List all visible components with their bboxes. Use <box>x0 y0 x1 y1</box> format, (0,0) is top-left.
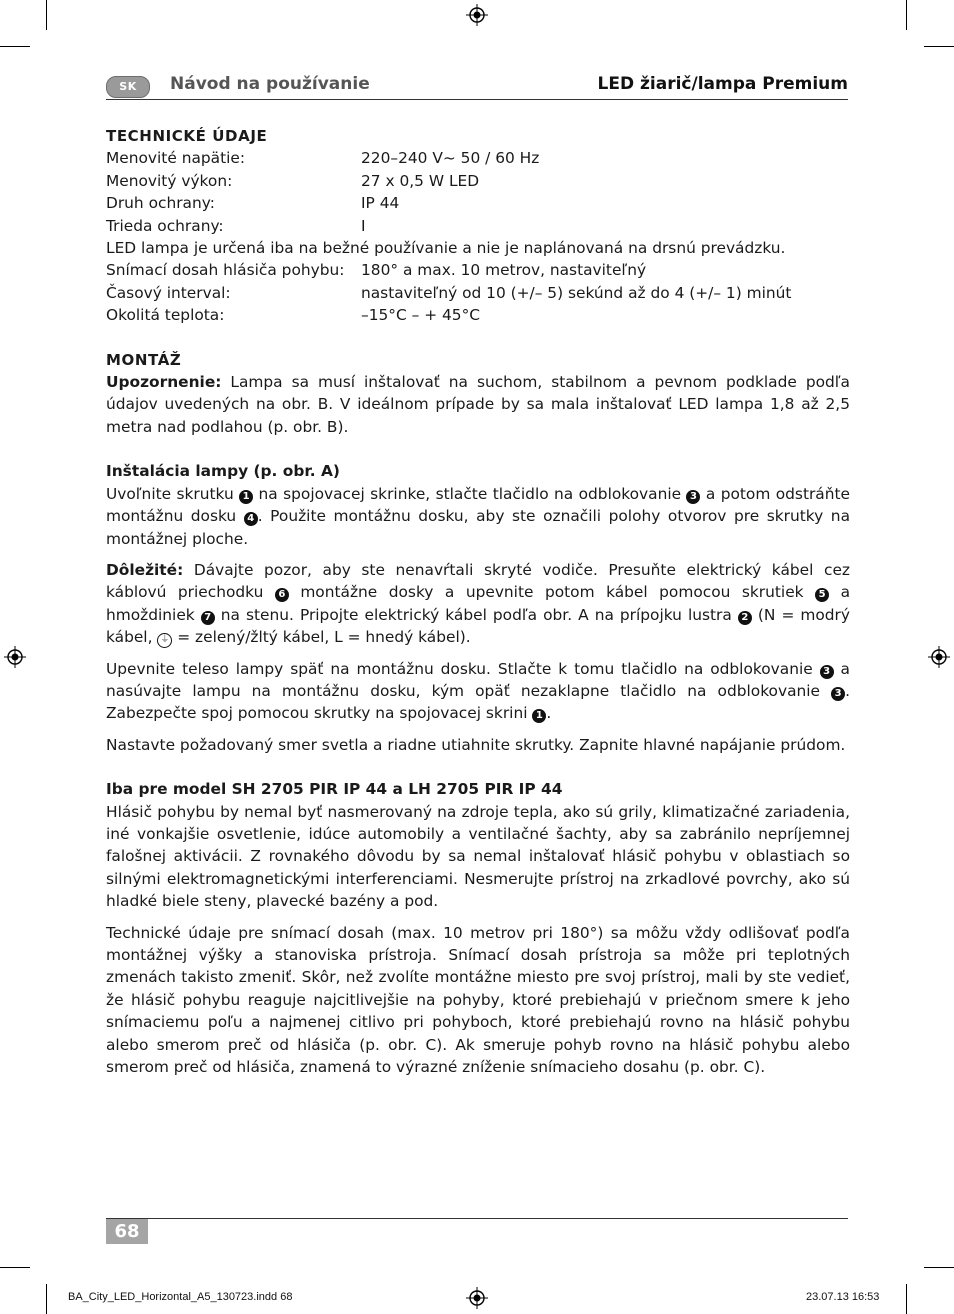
text-run: Upevnite teleso lampy späť na montážnu dosku. Stlačte k tomu tlačidlo na odblokovanie <box>106 659 820 678</box>
install-paragraph-1 <box>106 483 850 550</box>
text-run: Dávajte pozor, aby ste nenavŕtali skryté vodiče. Presuňte elektrický kábel cez káblovú priechodku <box>106 560 850 602</box>
important-paragraph <box>106 559 850 649</box>
callout-3-icon: 3 <box>820 665 834 679</box>
slug-filename: BA_City_LED_Horizontal_A5_130723.indd 68 <box>68 1291 293 1303</box>
warning-paragraph <box>106 371 850 438</box>
text-run: na stenu. Pripojte elektrický kábel podľa obr. A na prípojku lustra <box>214 605 738 624</box>
spec-label: Snímací dosah hlásiča pohybu: <box>106 261 345 280</box>
install-paragraph-4: Nastavte požadovaný smer svetla a riadne utiahnite skrutky. Zapnite hlavné napájanie prúdom. <box>106 735 846 754</box>
registration-mark-icon <box>4 646 26 668</box>
text-run: = zelený/žltý kábel, L = hnedý kábel). <box>172 628 471 647</box>
callout-6-icon: 6 <box>275 588 289 602</box>
spec-row <box>106 282 850 304</box>
model-paragraph-2: Technické údaje pre snímací dosah (max. 10 metrov pri 180°) sa môžu vždy odlišovať podľa montážnej výšky a stanoviska prístroja. Snímací dosah prístroja sa môže pri teplotných zmenách takisto zmeniť. Skôr, než zvolíte montážne miesto pre svoj prístroj, mali by ste vedieť, že hlásič pohybu reaguje najcitlivejšie na pohyby, ktoré prebiehajú v priečnom smere k jeho snímaciemu poľu a najmenej citlivo pri pohyboch, ktoré prebiehajú rovno na hlásič pohybu alebo smerom preč od hlásiča (p. obr. C). Ak smeruje pohyb rovno na hlásič pohybu alebo smerom preč od hlásiča, znamená to výrazné zníženie snímacieho dosahu (p. obr. C). <box>106 923 850 1077</box>
spec-row <box>106 170 850 192</box>
callout-7-icon: 7 <box>201 611 215 625</box>
spec-label: Okolitá teplota: <box>106 306 225 325</box>
page-number: 68 <box>106 1219 148 1244</box>
crop-mark <box>906 0 907 30</box>
spec-value: 180° a max. 10 metrov, nastaviteľný <box>361 261 647 280</box>
spec-value: nastaviteľný od 10 (+/– 5) sekúnd až do 4 (+/– 1) minút <box>361 283 792 302</box>
spec-row <box>106 259 850 281</box>
language-badge: SK <box>106 76 150 98</box>
spec-label: Trieda ochrany: <box>106 216 224 235</box>
spec-value: 27 x 0,5 W LED <box>361 171 480 190</box>
text-run: . Použite montážnu dosku, aby ste označili polohy otvorov pre skrutky na montážnej ploche. <box>106 507 850 548</box>
warning-label: Upozornenie: <box>106 373 222 392</box>
text-run: a potom odstráňte montážnu dosku <box>106 484 850 526</box>
registration-mark-icon <box>466 4 488 26</box>
spec-label: Druh ochrany: <box>106 194 215 213</box>
section-heading-montaz: MONTÁŽ <box>106 350 182 369</box>
spec-row <box>106 304 850 326</box>
ground-symbol-icon: ⏚ <box>157 633 172 648</box>
warning-text: Lampa sa musí inštalovať na suchom, stabilnom a pevnom podklade podľa údajov uvedených na obr. B. V ideálnom prípade by sa mala inštalovať LED lampa 1,8 až 2,5 metra nad podlahou (p. obr. B). <box>106 373 850 436</box>
section-heading-tech: TECHNICKÉ ÚDAJE <box>106 127 268 145</box>
registration-mark-icon <box>928 646 950 668</box>
model-paragraph-1: Hlásič pohybu by nemal byť nasmerovaný na zdroje tepla, ako sú grily, klimatizačné zariadenia, iné vonkajšie osvetlenie, idúce automobily a ventilačné šachty, aby sa zabránilo nepríjemnej falošnej aktivácii. Z rovnakého dôvodu by sa nemal inštalovať hlásič pohybu v oblastiach so silnými elektromagnetickými interferenciami. Nesmerujte prístroj na zrkadlové povrchy, ako sú hladké biele steny, plavecké bazény a pod. <box>106 802 850 911</box>
spec-value: –15°C – + 45°C <box>361 306 481 325</box>
text-run: a hmoždiniek <box>106 583 851 624</box>
footer-rule <box>106 1218 848 1219</box>
usage-note: LED lampa je určená iba na bežné používanie a nie je naplánovaná na drsnú prevádzku. <box>106 239 786 258</box>
text-run: . <box>546 704 552 723</box>
callout-1-icon: 1 <box>532 709 546 723</box>
crop-mark <box>924 1267 954 1268</box>
callout-5-icon: 5 <box>815 588 829 602</box>
slug-date: 23.07.13 16:53 <box>806 1291 880 1303</box>
text-run: (N = modrý kábel, <box>106 605 850 647</box>
crop-mark <box>46 1284 47 1314</box>
callout-4-icon: 4 <box>244 512 258 526</box>
crop-mark <box>0 46 30 47</box>
product-title: LED žiarič/lampa Premium <box>597 74 848 94</box>
manual-title: Návod na používanie <box>170 74 370 94</box>
callout-3-icon: 3 <box>686 490 700 504</box>
spec-row <box>106 192 850 214</box>
crop-mark <box>924 46 954 47</box>
install-heading: Inštalácia lampy (p. obr. A) <box>106 462 340 481</box>
text-run: a nasúvajte lampu na montážnu dosku, kým opäť nezaklapne tlačidlo na odblokovanie <box>106 659 850 700</box>
model-heading: Iba pre model SH 2705 PIR IP 44 a LH 2705 PIR IP 44 <box>106 780 563 799</box>
text-run: Uvoľnite skrutku <box>106 484 240 503</box>
callout-2-icon: 2 <box>738 611 752 625</box>
callout-3-icon: 3 <box>831 687 845 701</box>
text-run: na spojovacej skrinke, stlačte tlačidlo na odblokovanie <box>253 484 687 503</box>
spec-label: Menovitý výkon: <box>106 171 233 190</box>
spec-value: 220–240 V~ 50 / 60 Hz <box>361 149 540 168</box>
callout-1-icon: 1 <box>239 490 253 504</box>
crop-mark <box>46 0 47 30</box>
header-rule <box>106 99 848 100</box>
spec-value: IP 44 <box>361 194 400 213</box>
install-paragraph-3 <box>106 658 850 725</box>
important-label: Dôležité: <box>106 560 184 579</box>
spec-row <box>106 215 850 237</box>
crop-mark <box>906 1284 907 1314</box>
text-run: . Zabezpečte spoj pomocou skrutky na spojovacej skrini <box>106 681 850 723</box>
crop-mark <box>0 1267 30 1268</box>
spec-label: Časový interval: <box>106 283 231 302</box>
spec-row <box>106 147 850 169</box>
spec-value: I <box>361 216 366 235</box>
text-run: montážne dosky a upevnite potom kábel pomocou skrutiek <box>288 583 816 602</box>
spec-label: Menovité napätie: <box>106 149 246 168</box>
registration-mark-icon <box>466 1287 488 1309</box>
page-content <box>106 125 850 1078</box>
